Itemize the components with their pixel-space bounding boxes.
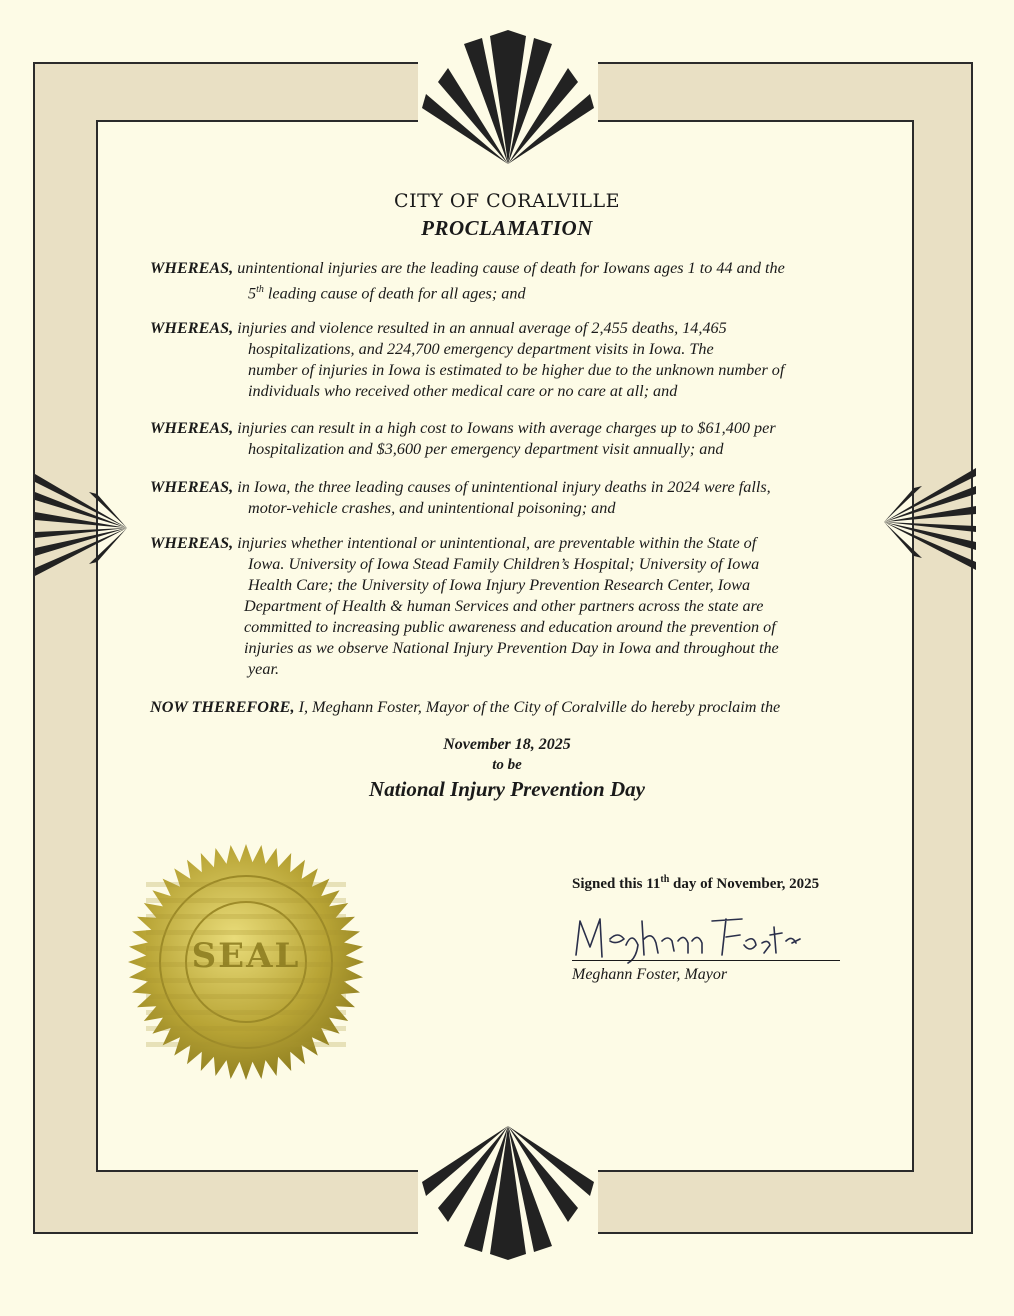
proclamation-title: PROCLAMATION <box>421 216 593 240</box>
whereas-clause-3 <box>150 418 880 460</box>
clause-lead: WHEREAS, <box>150 419 234 437</box>
seal-texture-stripe <box>146 882 346 887</box>
clause-line: injuries whether intentional or unintentional, are preventable within the State of <box>237 534 757 552</box>
proclaim-event: National Injury Prevention Day <box>369 777 645 801</box>
clause-line: hospitalization and $3,600 per emergency department visit annually; and <box>248 440 724 458</box>
bottom-fan-ornament <box>418 1124 598 1274</box>
clause-lead: WHEREAS, <box>150 534 234 552</box>
clause-line: individuals who received other medical care or no care at all; and <box>248 382 678 400</box>
clause-line: year. <box>248 660 280 678</box>
signature-line <box>572 960 840 961</box>
seal-texture-stripe <box>146 1026 346 1031</box>
now-therefore-clause <box>150 697 880 718</box>
city-heading: CITY OF CORALVILLE <box>394 190 620 212</box>
superscript: th <box>256 284 264 295</box>
left-fan-ornament <box>33 472 129 584</box>
clause-line: motor-vehicle crashes, and unintentional poisoning; and <box>248 499 616 517</box>
clause-lead: WHEREAS, <box>150 259 234 277</box>
seal-texture-stripe <box>146 898 346 903</box>
clause-line: number of injuries in Iowa is estimated to be higher due to the unknown number of <box>248 361 785 379</box>
clause-line: Department of Health & human Services and other partners across the state are <box>244 597 764 615</box>
whereas-clause-5 <box>150 533 880 680</box>
clause-line: in Iowa, the three leading causes of unintentional injury deaths in 2024 were falls, <box>237 478 771 496</box>
seal-texture-stripe <box>146 1010 346 1015</box>
clause-line: injuries can result in a high cost to Iowans with average charges up to $61,400 per <box>237 419 776 437</box>
proclaim-date: November 18, 2025 <box>443 736 571 753</box>
seal-texture-stripe <box>146 1042 346 1047</box>
seal-texture-stripe <box>146 914 346 919</box>
whereas-clause-2 <box>150 318 880 402</box>
clause-line: Health Care; the University of Iowa Injury Prevention Research Center, Iowa <box>248 576 751 594</box>
seal-texture-stripe <box>146 994 346 999</box>
whereas-clause-4 <box>150 477 880 519</box>
clause-lead: WHEREAS, <box>150 478 234 496</box>
signed-date-line <box>572 874 819 893</box>
clause-line: 5 <box>248 284 257 303</box>
clause-line: hospitalizations, and 224,700 emergency department visits in Iowa. The <box>248 340 714 358</box>
clause-line: unintentional injuries are the leading cause of death for Iowans ages 1 to 44 and the <box>237 259 785 277</box>
clause-lead: WHEREAS, <box>150 319 234 337</box>
clause-line: injuries as we observe National Injury Prevention Day in Iowa and throughout the <box>244 639 779 657</box>
right-fan-ornament <box>882 466 978 578</box>
whereas-clause-1 <box>150 258 880 304</box>
handwritten-signature <box>566 905 806 974</box>
top-fan-ornament <box>418 18 598 166</box>
seal-label: SEAL <box>191 936 301 976</box>
signer-name: Meghann Foster, Mayor <box>572 966 728 983</box>
signed-suffix: day of November, 2025 <box>673 876 820 892</box>
clause-line: committed to increasing public awareness and education around the prevention of <box>244 618 776 636</box>
proclaim-to-be: to be <box>492 757 522 773</box>
clause-line: I, Meghann Foster, Mayor of the City of Coralville do hereby proclaim the <box>298 698 781 716</box>
clause-line: leading cause of death for all ages; and <box>267 284 526 303</box>
clause-line: injuries and violence resulted in an annual average of 2,455 deaths, 14,465 <box>237 319 727 337</box>
clause-line: Iowa. University of Iowa Stead Family Children’s Hospital; University of Iowa <box>248 555 760 573</box>
seal-texture-stripe <box>146 978 346 983</box>
seal-texture-stripe <box>146 930 346 935</box>
superscript: th <box>660 874 670 885</box>
signed-prefix: Signed this 11 <box>572 876 661 892</box>
clause-lead: NOW THEREFORE, <box>150 698 295 716</box>
